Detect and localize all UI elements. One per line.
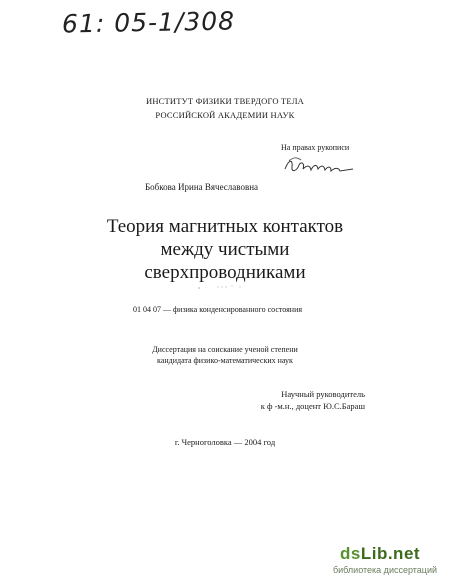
logo-ds-text: ds — [340, 544, 361, 563]
title-line-1: Теория магнитных контактов — [106, 216, 344, 237]
dissertation-title — [0, 215, 450, 284]
specialty-code: 01 04 07 — физика конденсированного состояния — [133, 305, 303, 314]
degree-line-1: Диссертация на соискание ученой степени — [152, 345, 298, 354]
dslib-logo — [340, 544, 420, 564]
scan-speck-marks — [196, 284, 256, 290]
supervisor-name: к ф -м.н., доцент Ю.С.Бараш — [260, 401, 365, 411]
title-line-3: сверхпроводниками — [144, 262, 306, 283]
title-line-2: между чистыми — [160, 239, 290, 260]
degree-line-2: кандидата физико-математических наук — [157, 356, 293, 365]
institute-line-2: РОССИЙСКОЙ АКАДЕМИИ НАУК — [155, 110, 295, 120]
author-signature — [283, 155, 363, 177]
dissertation-degree — [0, 344, 450, 366]
scientific-supervisor — [245, 388, 365, 412]
manuscript-rights-label: На правах рукописи — [281, 143, 350, 152]
logo-lib-text: Lib.net — [360, 544, 421, 563]
supervisor-label: Научный руководитель — [281, 389, 365, 399]
city-year: г. Черноголовка — 2004 год — [174, 437, 276, 447]
handwritten-archive-code: 61: 05-1/308 — [61, 6, 236, 39]
dslib-logo-subtitle: библиотека диссертаций — [333, 565, 438, 575]
author-name: Бобкова Ирина Вячеславовна — [145, 182, 259, 192]
institute-line-1: ИНСТИТУТ ФИЗИКИ ТВЕРДОГО ТЕЛА — [145, 96, 304, 106]
